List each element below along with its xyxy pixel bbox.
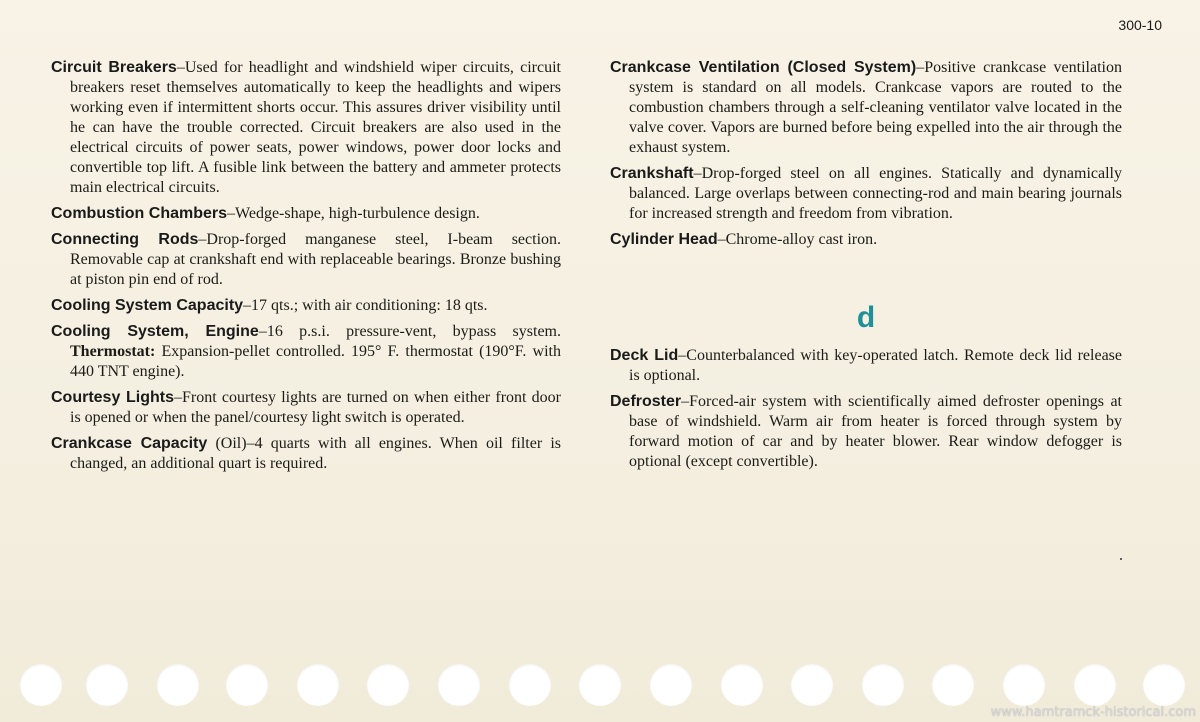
entry-cooling-system-engine [51, 322, 561, 382]
binder-hole [579, 664, 621, 706]
entry-text: –Positive crankcase ventilation system is standard on all models. Crankcase vapors are routed to the combustion chambers through a self-cleaning ventilator valve located in the valve cover. Vapors are burned before being expelled into the air through the exhaust system. [629, 59, 1122, 156]
entry-term: Courtesy Lights [51, 389, 174, 406]
entry-crankshaft [610, 164, 1122, 224]
binder-hole [791, 664, 833, 706]
entry-term: Defroster [610, 393, 682, 410]
print-speck [1120, 558, 1122, 560]
entry-connecting-rods [51, 230, 561, 290]
entry-term: Connecting Rods [51, 231, 199, 248]
page-number: 300-10 [1118, 17, 1162, 33]
entry-term: Circuit Breakers [51, 59, 177, 76]
entry-text: –Drop-forged steel on all engines. Statically and dynamically balanced. Large overlaps between connecting-rod and main bearing journals for increased strength and freedom from vibration. [629, 165, 1122, 222]
binder-hole [367, 664, 409, 706]
binder-hole [1143, 664, 1185, 706]
binder-hole [1003, 664, 1045, 706]
entry-text: –Drop-forged manganese steel, I-beam section. Removable cap at crankshaft end with replaceable bearings. Bronze bushing at piston pin end of rod. [70, 231, 562, 288]
binder-hole [721, 664, 763, 706]
entry-courtesy-lights [51, 388, 561, 428]
binder-hole [297, 664, 339, 706]
entry-term: Cylinder Head [610, 231, 718, 248]
entry-text: –Front courtesy lights are turned on when either front door is opened or when the panel/courtesy light switch is operated. [70, 389, 561, 426]
entry-defroster [610, 392, 1122, 472]
binder-hole [86, 664, 128, 706]
entry-text: –Used for headlight and windshield wiper circuits, circuit breakers reset themselves automatically to keep the headlights and wipers working even if intermittent shorts occur. This assures driver visibility until he can have the trouble corrected. Circuit breakers are also used in the electrical circuits of power seats, power windows, power door locks and convertible top lift. A fusible link between the battery and ammeter protects main electrical circuits. [70, 59, 561, 196]
entry-crankcase-capacity [51, 434, 561, 474]
entry-text: –Forced-air system with scientifically aimed defroster openings at base of windshield. Warm air from heater is forced through system by forward motion of car and by heater blower. Rear window defogger is optional (except convertible). [629, 393, 1122, 470]
binder-hole [862, 664, 904, 706]
entry-text: –Wedge-shape, high-turbulence design. [227, 205, 480, 222]
entry-term: Combustion Chambers [51, 205, 228, 222]
watermark: www.hamtramck-historical.com [990, 705, 1196, 720]
entry-combustion-chambers [51, 204, 561, 224]
entry-crankcase-ventilation [610, 58, 1122, 158]
binder-hole [157, 664, 199, 706]
entry-deck-lid [610, 346, 1122, 386]
entry-term: Cooling System Capacity [51, 297, 244, 314]
entry-term: Crankcase Capacity [51, 435, 208, 452]
entry-circuit-breakers [51, 58, 561, 198]
binder-hole [20, 664, 62, 706]
entry-cylinder-head [610, 230, 1122, 250]
entry-term: Deck Lid [610, 347, 679, 364]
binder-hole [650, 664, 692, 706]
binder-hole [1074, 664, 1116, 706]
entry-cooling-system-capacity [51, 296, 561, 316]
section-letter: d [856, 301, 876, 334]
left-column [51, 58, 561, 480]
entry-text: –17 qts.; with air conditioning: 18 qts. [243, 297, 488, 314]
binder-hole [509, 664, 551, 706]
entry-sub-term: Thermostat: [70, 343, 156, 360]
binder-hole [438, 664, 480, 706]
entry-term: Cooling System, Engine [51, 323, 259, 340]
entry-term: Crankcase Ventilation (Closed System) [610, 59, 917, 76]
binder-hole [932, 664, 974, 706]
right-column [610, 58, 1122, 478]
entry-text: –Counterbalanced with key-operated latch. Remote deck lid release is optional. [629, 347, 1122, 384]
entry-term: Crankshaft [610, 165, 694, 182]
binder-hole [226, 664, 268, 706]
entry-text: (Oil)–4 quarts with all engines. When oil filter is changed, an additional quart is required. [70, 435, 561, 472]
entry-text: –16 p.s.i. pressure-vent, bypass system. [258, 323, 562, 340]
entry-text: –Chrome-alloy cast iron. [717, 231, 878, 248]
entry-sub-text: Expansion-pellet controlled. 195° F. thermostat (190°F. with 440 TNT engine). [70, 343, 562, 380]
